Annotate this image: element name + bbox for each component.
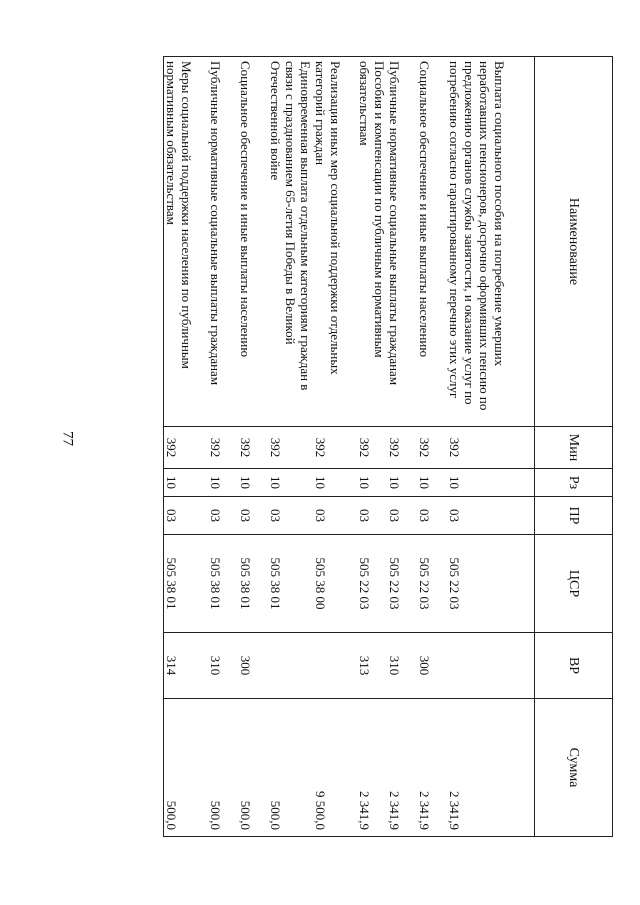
cell-sum: 2 341,9 xyxy=(387,699,417,837)
cell-min: 392 xyxy=(387,427,417,469)
header-vr: ВР xyxy=(535,633,613,699)
spacer-cell xyxy=(526,427,535,469)
spacer-cell xyxy=(526,469,535,497)
cell-csr: 505 38 01 xyxy=(268,535,313,633)
table-row xyxy=(313,57,357,837)
table-row xyxy=(268,57,313,837)
cell-rz: 10 xyxy=(268,469,313,497)
cell-sum: 500,0 xyxy=(208,699,238,837)
table-row xyxy=(417,57,447,837)
cell-min: 392 xyxy=(417,427,447,469)
table-row xyxy=(357,57,387,837)
cell-sum: 500,0 xyxy=(268,699,313,837)
cell-min: 392 xyxy=(268,427,313,469)
cell-csr: 505 38 00 xyxy=(313,535,357,633)
cell-csr: 505 22 03 xyxy=(387,535,417,633)
cell-vr xyxy=(313,633,357,699)
cell-min: 392 xyxy=(357,427,387,469)
cell-name: Единовременная выплата отдельным категориям граждан в связи с празднованием 65-летия Победы в Великой Отечественной войне xyxy=(268,57,313,427)
cell-sum: 9 500,0 xyxy=(313,699,357,837)
cell-vr: 300 xyxy=(417,633,447,699)
cell-sum: 2 341,9 xyxy=(417,699,447,837)
cell-pr: 03 xyxy=(417,497,447,535)
table-header-row xyxy=(535,57,613,837)
cell-sum: 2 341,9 xyxy=(357,699,387,837)
cell-csr: 505 38 01 xyxy=(238,535,268,633)
cell-min: 392 xyxy=(208,427,238,469)
cell-pr: 03 xyxy=(313,497,357,535)
spacer-cell xyxy=(526,633,535,699)
cell-rz: 10 xyxy=(387,469,417,497)
budget-table-rotated xyxy=(131,56,613,836)
cell-pr: 03 xyxy=(387,497,417,535)
table-row xyxy=(447,57,526,837)
cell-vr: 310 xyxy=(387,633,417,699)
spacer-cell xyxy=(526,535,535,633)
header-name: Наименование xyxy=(535,57,613,427)
cell-rz: 10 xyxy=(208,469,238,497)
cell-rz: 10 xyxy=(447,469,526,497)
header-sum: Сумма xyxy=(535,699,613,837)
cell-vr: 313 xyxy=(357,633,387,699)
spacer-cell xyxy=(526,497,535,535)
cell-name: Пособия и компенсации по публичным нормативным обязательствам xyxy=(357,57,387,427)
cell-pr: 03 xyxy=(164,497,208,535)
cell-csr: 505 38 01 xyxy=(208,535,238,633)
cell-pr: 03 xyxy=(208,497,238,535)
page-number: 77 xyxy=(59,431,76,446)
spacer-row xyxy=(526,57,535,837)
cell-vr: 300 xyxy=(238,633,268,699)
cell-min: 392 xyxy=(164,427,208,469)
cell-sum: 2 341,9 xyxy=(447,699,526,837)
cell-pr: 03 xyxy=(238,497,268,535)
cell-csr: 505 22 03 xyxy=(447,535,526,633)
cell-min: 392 xyxy=(238,427,268,469)
cell-name: Выплата социального пособия на погребение умерших неработавших пенсионеров, досрочно оформивших пенсию по предложению органов службы занятости, и оказание услуг по погребению согласно гарантированному перечню этих услуг xyxy=(447,57,526,427)
cell-name: Публичные нормативные социальные выплаты гражданам xyxy=(208,57,238,427)
cell-pr: 03 xyxy=(268,497,313,535)
table-body xyxy=(164,57,535,837)
spacer-cell xyxy=(526,699,535,837)
table-row xyxy=(238,57,268,837)
cell-name: Меры социальной поддержки населения по публичным нормативным обязательствам xyxy=(164,57,208,427)
cell-rz: 10 xyxy=(164,469,208,497)
cell-csr: 505 22 03 xyxy=(357,535,387,633)
header-pr: ПР xyxy=(535,497,613,535)
budget-table xyxy=(164,56,614,837)
cell-sum: 500,0 xyxy=(238,699,268,837)
table-row xyxy=(387,57,417,837)
cell-name: Реализация иных мер социальной поддержки отдельных категорий граждан xyxy=(313,57,357,427)
spacer-cell xyxy=(526,57,535,427)
header-min: Мин xyxy=(535,427,613,469)
header-rz: Рз xyxy=(535,469,613,497)
cell-vr xyxy=(447,633,526,699)
cell-name: Социальное обеспечение и иные выплаты населению xyxy=(417,57,447,427)
cell-rz: 10 xyxy=(238,469,268,497)
cell-csr: 505 22 03 xyxy=(417,535,447,633)
cell-rz: 10 xyxy=(357,469,387,497)
cell-vr xyxy=(268,633,313,699)
cell-name: Социальное обеспечение и иные выплаты населению xyxy=(238,57,268,427)
cell-rz: 10 xyxy=(417,469,447,497)
cell-csr: 505 38 01 xyxy=(164,535,208,633)
table-row xyxy=(208,57,238,837)
table-row xyxy=(164,57,208,837)
cell-min: 392 xyxy=(313,427,357,469)
cell-min: 392 xyxy=(447,427,526,469)
cell-vr: 310 xyxy=(208,633,238,699)
header-csr: ЦСР xyxy=(535,535,613,633)
cell-pr: 03 xyxy=(447,497,526,535)
cell-pr: 03 xyxy=(357,497,387,535)
cell-rz: 10 xyxy=(313,469,357,497)
cell-vr: 314 xyxy=(164,633,208,699)
cell-sum: 500,0 xyxy=(164,699,208,837)
cell-name: Публичные нормативные социальные выплаты гражданам xyxy=(387,57,417,427)
